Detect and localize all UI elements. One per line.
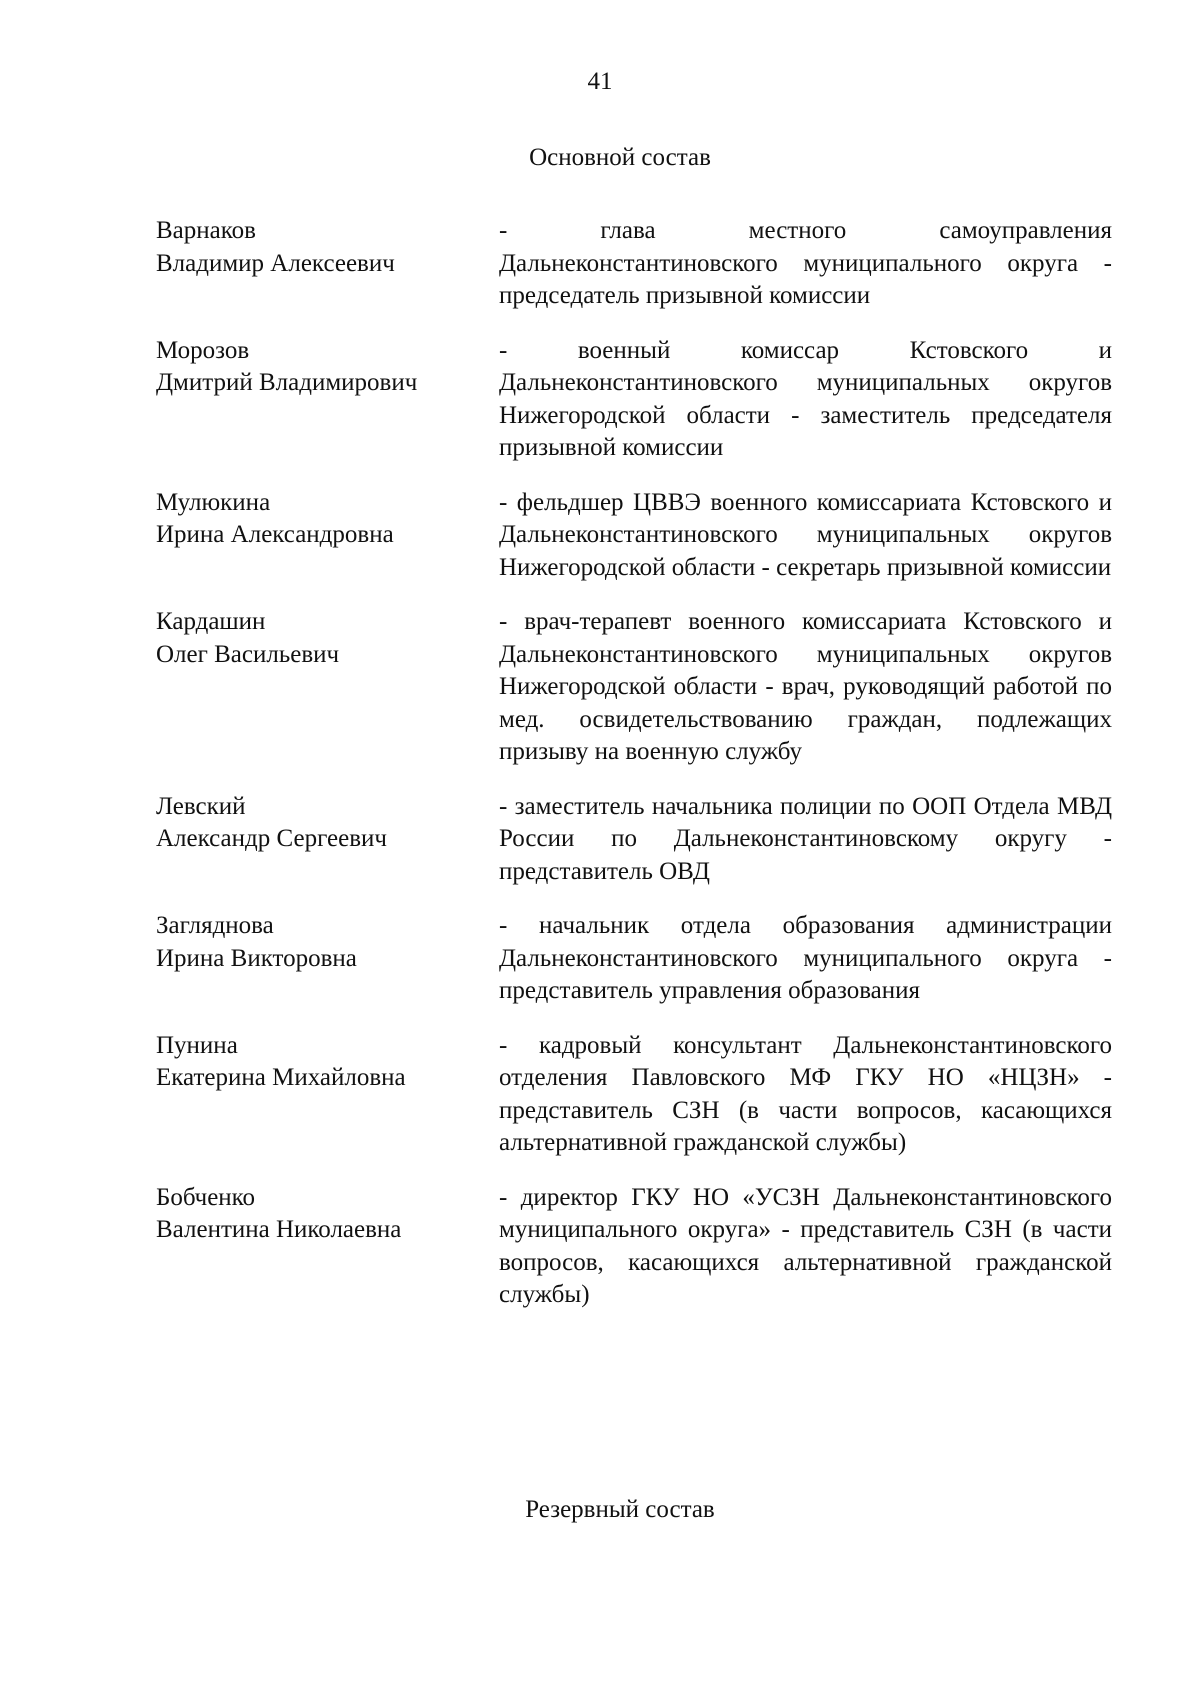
member-entry xyxy=(156,215,1112,313)
member-surname: Бобченко xyxy=(156,1183,256,1211)
member-role: - заместитель начальника полиции по ООП Отдела МВД России по Дальнеконстантиновскому округу - представитель ОВД xyxy=(499,792,1112,885)
member-name xyxy=(156,1030,499,1160)
member-role: - врач-терапевт военного комиссариата Кстовского и Дальнеконстантиновского муниципальных округов Нижегородской области - врач, руководящий работой по мед. освидетельствованию граждан, подлежащих призыву на военную службу xyxy=(499,608,1112,765)
member-given-name: Екатерина Михайловна xyxy=(156,1064,406,1091)
member-given-name: Олег Васильевич xyxy=(156,640,340,668)
member-entry xyxy=(156,335,1112,465)
member-surname: Морозов xyxy=(156,336,250,364)
member-surname: Левский xyxy=(156,792,246,820)
member-given-name: Владимир Алексеевич xyxy=(156,249,395,277)
member-given-name: Ирина Викторовна xyxy=(156,944,357,972)
member-entry xyxy=(156,1182,1112,1312)
main-section-title: Основной состав xyxy=(529,144,711,171)
member-role: - начальник отдела образования администрации Дальнеконстантиновского муниципального округа - представитель управления образования xyxy=(499,912,1112,1004)
member-name xyxy=(156,1182,499,1312)
member-name xyxy=(156,606,499,769)
member-given-name: Александр Сергеевич xyxy=(156,825,387,852)
member-role: - военный комиссар Кстовского и Дальнеконстантиновского муниципальных округов Нижегородской области - заместитель председателя призывной комиссии xyxy=(499,336,1112,461)
member-name xyxy=(156,910,499,1008)
member-entry xyxy=(156,791,1112,889)
member-role: - кадровый консультант Дальнеконстантиновского отделения Павловского МФ ГКУ НО «НЦЗН» - представитель СЗН (в части вопросов, касающихся альтернативной гражданской службы) xyxy=(499,1031,1112,1156)
member-entry xyxy=(156,606,1112,769)
member-surname: Мулюкина xyxy=(156,488,271,516)
member-given-name: Ирина Александровна xyxy=(156,521,394,548)
member-role: - фельдшер ЦВВЭ военного комиссариата Кстовского и Дальнеконстантиновского муниципальных округов Нижегородской области - секретарь призывной комиссии xyxy=(499,488,1112,581)
member-role: - глава местного самоуправления Дальнеконстантиновского муниципального округа - председатель призывной комиссии xyxy=(499,217,1112,309)
member-name xyxy=(156,487,499,585)
member-name xyxy=(156,335,499,465)
member-given-name: Валентина Николаевна xyxy=(156,1216,402,1243)
member-name xyxy=(156,791,499,889)
member-entry xyxy=(156,910,1112,1008)
reserve-section-title: Резервный состав xyxy=(525,1496,715,1523)
member-given-name: Дмитрий Владимирович xyxy=(156,369,418,396)
member-surname: Кардашин xyxy=(156,608,266,635)
member-role: - директор ГКУ НО «УСЗН Дальнеконстантиновского муниципального округа» - представитель СЗН (в части вопросов, касающихся альтернативной гражданской службы) xyxy=(499,1183,1112,1308)
member-entry xyxy=(156,487,1112,585)
member-list xyxy=(156,215,1112,1334)
page-number: 41 xyxy=(587,68,613,95)
member-surname: Варнаков xyxy=(156,217,256,244)
member-surname: Пунина xyxy=(156,1031,238,1059)
member-surname: Загляднова xyxy=(156,912,274,939)
member-entry xyxy=(156,1030,1112,1160)
member-name xyxy=(156,215,499,313)
